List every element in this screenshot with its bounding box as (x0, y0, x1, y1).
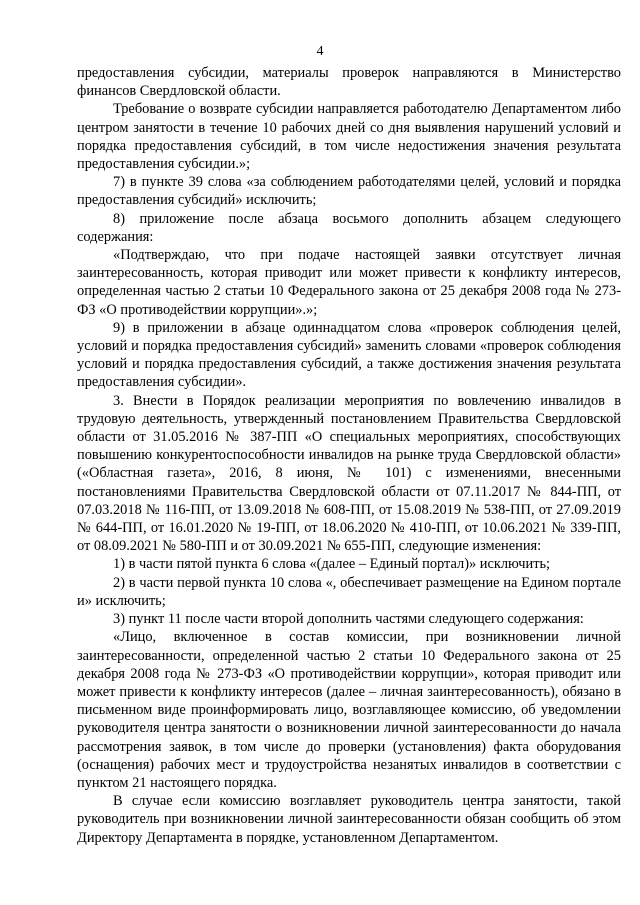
paragraph-subitem-3: 3) пункт 11 после части второй дополнить частями следующего содержания: (113, 611, 584, 628)
paragraph-commission-head: В случае если комиссию возглавляет руководитель центра занятости, такой руководитель при возникновении личной заинтересованности обязан сообщить об этом Директору Департамента в порядке, установленном Департаментом. (77, 793, 621, 846)
page-number: 4 (316, 44, 324, 59)
paragraph-subitem-1: 1) в части пятой пункта 6 слова «(далее – Единый портал)» исключить; (113, 556, 551, 573)
paragraph-commission-member-quote: «Лицо, включенное в состав комиссии, при возникновении личной заинтересованности, определенной частью 2 статьи 10 Федерального закона от 25 декабря 2008 года № 273-ФЗ «О противодействии коррупции», которая приводит или может привести к конфликту интересов (далее – личная заинтересованность), обязано в письменном виде проинформировать лицо, возглавляющее комиссию, об уведомлении руководителя центра занятости о возникновении личной заинтересованности до начала рассмотрения заявок, в том числе до проверки (установления) факта оборудования (оснащения) рабочих мест и трудоустройства незанятых инвалидов в соответствии с пунктом 21 настоящего порядка. (77, 629, 621, 791)
paragraph-subitem-2: 2) в части первой пункта 10 слова «, обеспечивает размещение на Едином портале и» исключить; (77, 574, 621, 609)
paragraph-finance-ministry: предоставления субсидии, материалы проверок направляются в Министерство финансов Свердловской области. (77, 65, 621, 100)
paragraph-item-8: 8) приложение после абзаца восьмого дополнить абзацем следующего содержания: (77, 210, 621, 245)
document-body (77, 64, 621, 847)
paragraph-confirmation-quote: «Подтверждаю, что при подаче настоящей заявки отсутствует личная заинтересованность, которая приводит или может привести к конфликту интересов, определенная частью 2 статьи 10 Федерального закона от 25 декабря 2008 года № 273-ФЗ «О противодействии коррупции».»; (77, 247, 621, 318)
paragraph-item-9: 9) в приложении в абзаце одиннадцатом слова «проверок соблюдения целей, условий и порядка предоставления субсидий» заменить словами «проверок соблюдения условий и порядка предоставления субсидий, а также достижения значения результата предоставления субсидии». (77, 319, 621, 391)
paragraph-refund-requirement: Требование о возврате субсидии направляется работодателю Департаментом либо центром занятости в течение 10 рабочих дней со дня выявления нарушений условий и порядка предоставления субсидий, в том числе недостижения значения результата предоставления субсидии.»; (77, 101, 621, 173)
paragraph-item-7: 7) в пункте 39 слова «за соблюдением работодателями целей, условий и порядка предоставления субсидий» исключить; (77, 174, 621, 209)
paragraph-section-3: 3. Внести в Порядок реализации мероприятия по вовлечению инвалидов в трудовую деятельность, утвержденный постановлением Правительства Свердловской области от 31.05.2016 № 387-ПП «О специальных мероприятиях, способствующих повышению конкурентоспособности инвалидов на рынке труда Свердловской области» («Областная газета», 2016, 8 июня, № 101) с изменениями, внесенными постановлениями Правительства Свердловской области от 07.11.2017 № 844-ПП, от 07.03.2018 № 116-ПП, от 13.09.2018 № 608-ПП, от 15.08.2019 № 538-ПП, от 27.09.2019 № 644-ПП, от 16.01.2020 № 19-ПП, от 18.06.2020 № 410-ПП, от 10.06.2021 № 339-ПП, от 08.09.2021 № 580-ПП и от 30.09.2021 № 655-ПП, следующие изменения: (77, 392, 621, 555)
